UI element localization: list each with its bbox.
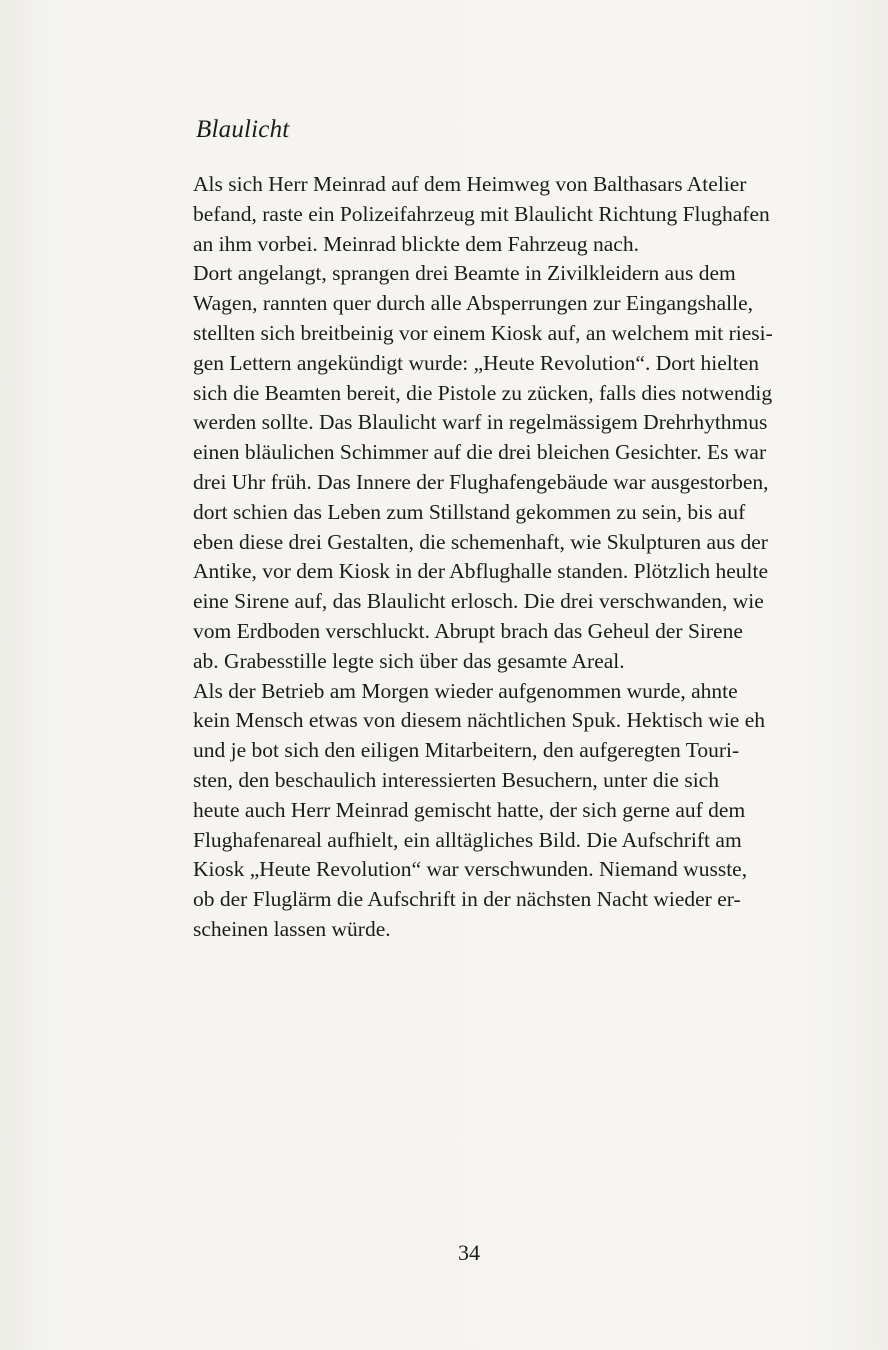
text-line: stellten sich breitbeinig vor einem Kiosk auf, an welchem mit riesi- [193,320,773,345]
text-line: sich die Beamten bereit, die Pistole zu zücken, falls dies notwendig [193,380,773,405]
text-line: befand, raste ein Polizeifahrzeug mit Blaulicht Richtung Flughafen [193,201,770,226]
text-line: eben diese drei Gestalten, die schemenhaft, wie Skulpturen aus der [193,529,768,554]
text-line: ob der Fluglärm die Aufschrift in der nächsten Nacht wieder er- [193,887,741,912]
text-line: einen bläulichen Schimmer auf die drei bleichen Gesichter. Es war [193,440,767,465]
text-line: Als der Betrieb am Morgen wieder aufgenommen wurde, ahnte [193,678,738,703]
text-line: und je bot sich den eiligen Mitarbeitern, den aufgeregten Touri- [193,738,740,763]
text-line: scheinen lassen würde. [193,916,391,941]
text-line: kein Mensch etwas von diesem nächtlichen Spuk. Hektisch wie eh [193,708,765,733]
story-text [193,170,877,945]
page-number: 34 [458,1240,480,1265]
text-line: heute auch Herr Meinrad gemischt hatte, der sich gerne auf dem [193,797,746,822]
text-line: Dort angelangt, sprangen drei Beamte in Zivilkleidern aus dem [193,261,736,286]
text-line: eine Sirene auf, das Blaulicht erlosch. Die drei verschwanden, wie [193,589,764,614]
text-line: Als sich Herr Meinrad auf dem Heimweg von Balthasars Atelier [193,172,747,196]
text-line: werden sollte. Das Blaulicht warf in regelmässigem Drehrhythmus [193,410,768,435]
text-line: Flughafenareal aufhielt, ein alltägliches Bild. Die Aufschrift am [193,827,742,852]
text-line: dort schien das Leben zum Stillstand gekommen zu sein, bis auf [193,499,746,524]
chapter-title: Blaulicht [196,116,290,143]
text-line: drei Uhr früh. Das Innere der Flughafengebäude war ausgestorben, [193,469,769,494]
text-line: gen Lettern angekündigt wurde: „Heute Revolution“. Dort hielten [193,350,759,375]
text-line: Antike, vor dem Kiosk in der Abflughalle standen. Plötzlich heulte [193,559,769,584]
text-line: Wagen, rannten quer durch alle Absperrungen zur Eingangshalle, [193,291,754,316]
text-line: vom Erdboden verschluckt. Abrupt brach das Geheul der Sirene [193,618,743,643]
text-line: Kiosk „Heute Revolution“ war verschwunden. Niemand wusste, [193,857,748,882]
text-line: an ihm vorbei. Meinrad blickte dem Fahrzeug nach. [193,231,639,256]
text-line: sten, den beschaulich interessierten Besuchern, unter die sich [193,767,719,792]
text-line: ab. Grabesstille legte sich über das gesamte Areal. [193,648,625,673]
